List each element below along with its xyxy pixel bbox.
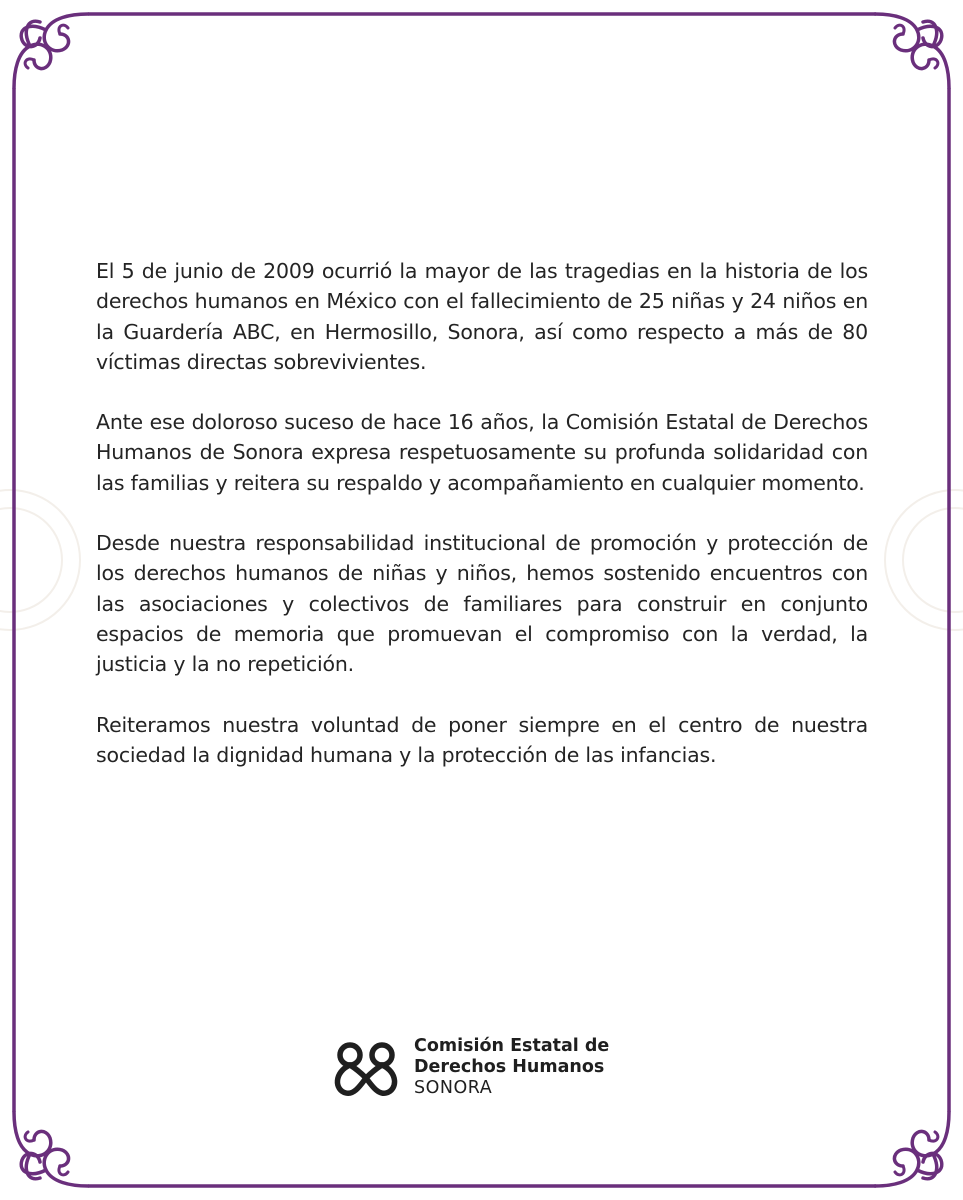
paragraph-commitment: Reiteramos nuestra voluntad de poner siempre en el centro de nuestra sociedad la dignidad humana y la protección de las infancias.	[96, 712, 868, 767]
logo-line-commission: Comisión Estatal de	[414, 1036, 610, 1056]
institution-logo	[330, 1036, 650, 1102]
corner-swirl-bottom-right	[875, 1112, 949, 1186]
paragraph-tragedy: El 5 de junio de 2009 ocurrió la mayor de las tragedias en la historia de los derechos humanos en México con el fallecimiento de 25 niñas y 24 niños en la Guardería ABC, en Hermosillo, Sonora, así como respecto a más de 80 víctimas directas sobrevivientes.	[96, 259, 868, 374]
logo-line-human-rights: Derechos Humanos	[414, 1057, 605, 1077]
corner-swirl-top-left	[14, 14, 88, 88]
logo-line-state: SONORA	[414, 1078, 493, 1098]
paragraph-solidarity: Ante ese doloroso suceso de hace 16 años, la Comisión Estatal de Derechos Humanos de Sonora expresa respetuosamente su profunda solidaridad con las familias y reitera su respaldo y acompañamiento en cualquier momento.	[96, 410, 868, 495]
logo-text	[414, 1036, 654, 1099]
paragraph-institutional: Desde nuestra responsabilidad institucional de promoción y protección de los derechos humanos de niñas y niños, hemos sostenido encuentros con las asociaciones y colectivos de familiares para construir en conjunto espacios de memoria que promuevan el compromiso con la verdad, la justicia y la no repetición.	[96, 531, 868, 677]
cedh-logo-mark-icon	[330, 1040, 402, 1098]
corner-swirl-bottom-left	[14, 1112, 88, 1186]
statement-body	[96, 256, 868, 800]
corner-swirl-top-right	[875, 14, 949, 88]
